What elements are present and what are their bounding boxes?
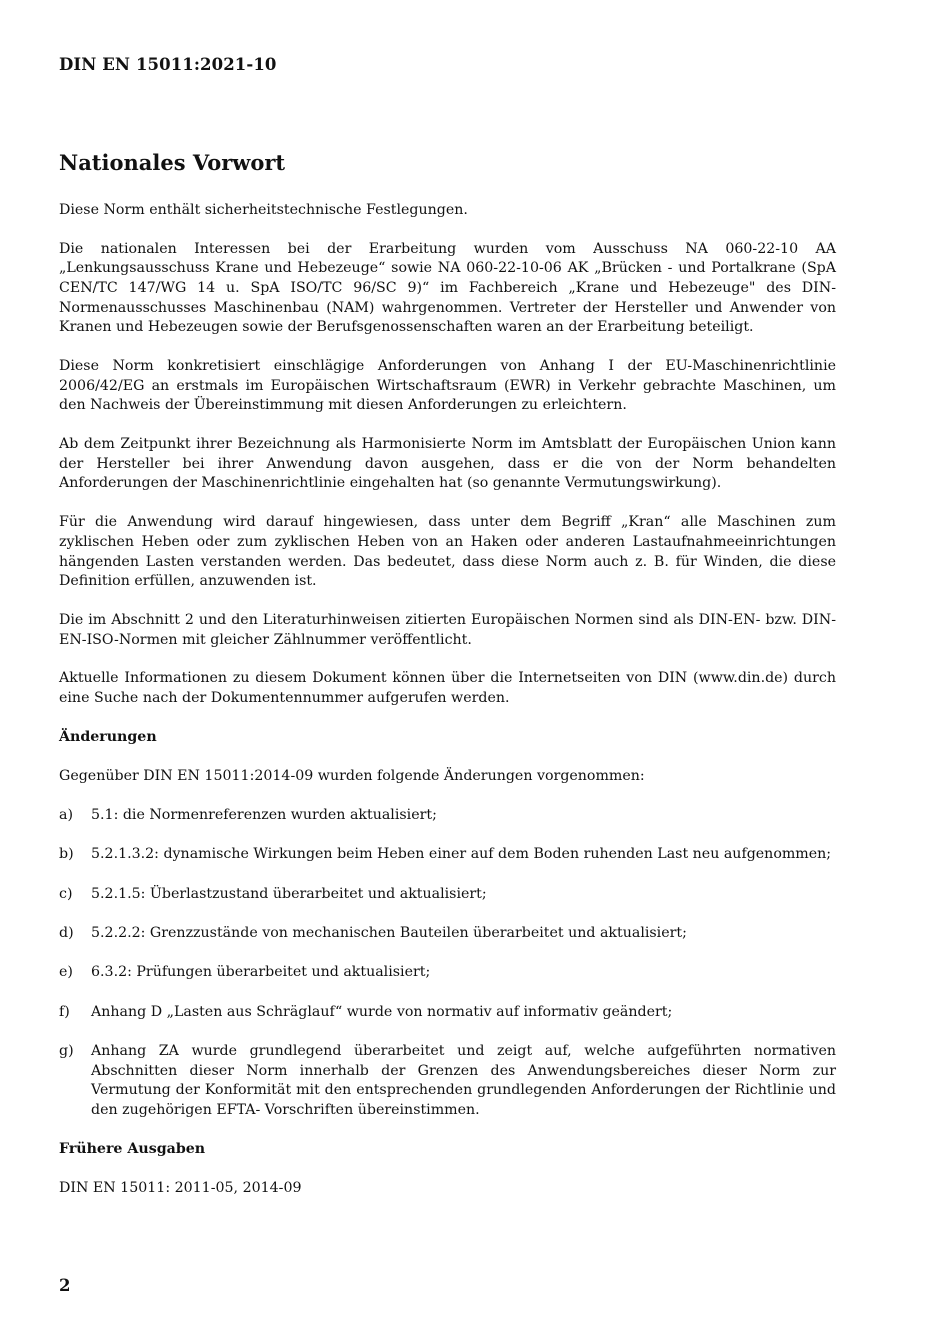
document-id-header: DIN EN 15011:2021-10 <box>59 55 277 74</box>
paragraph-harmonised-standard: Ab dem Zeitpunkt ihrer Bezeichnung als Harmonisierte Norm im Amtsblatt der Europäischen Union kann der Hersteller bei ihrer Anwendung davon ausgehen, dass er die von der Norm behandelten Anforderungen der Maschinenrichtlinie eingehalten hat (so genannte Vermutungswirkung). <box>59 436 836 492</box>
list-item-text: Anhang D „Lasten aus Schräglauf“ wurde von normativ auf informativ geändert; <box>91 1003 673 1020</box>
list-item-text: 5.2.1.5: Überlastzustand überarbeitet und aktualisiert; <box>91 885 487 902</box>
paragraph-crane-definition: Für die Anwendung wird darauf hingewiesen, dass unter dem Begriff „Kran“ alle Maschinen zum zyklischen Heben oder zum zyklischen Heben von an Haken oder anderen Lastaufnahmeeinrichtungen hängenden Lasten verstanden werden. Das bedeutet, dass diese Norm auch z. B. für Winden, die diese Definition erfüllen, anzuwenden ist. <box>59 514 836 590</box>
previous-editions-text: DIN EN 15011: 2011-05, 2014-09 <box>59 1180 302 1197</box>
changes-heading: Änderungen <box>59 728 157 745</box>
paragraph-european-standards: Die im Abschnitt 2 und den Literaturhinweisen zitierten Europäischen Normen sind als DIN-EN- bzw. DIN-EN-ISO-Normen mit gleicher Zählnummer veröffentlicht. <box>59 611 836 648</box>
list-item-text: Anhang ZA wurde grundlegend überarbeitet und zeigt auf, welche aufgeführten normativen Abschnitten dieser Norm innerhalb der Grenzen des Anwendungsbereiches dieser Norm zur Vermutung der Konformität mit den entsprechenden grundlegenden Anforderungen der Richtlinie und den zugehörigen EFTA- Vorschriften übereinstimmen. <box>91 1043 836 1118</box>
page-title: Nationales Vorwort <box>59 150 286 175</box>
paragraph-safety-notice: Diese Norm enthält sicherheitstechnische Festlegungen. <box>59 202 468 218</box>
document-body <box>59 201 836 1218</box>
list-item <box>59 963 836 983</box>
paragraph-machinery-directive: Diese Norm konkretisiert einschlägige Anforderungen von Anhang I der EU-Maschinenrichtlinie 2006/42/EG an erstmals im Europäischen Wirtschaftsraum (EWR) in Verkehr gebrachte Maschinen, um den Nachweis der Übereinstimmung mit diesen Anforderungen zu erleichtern. <box>59 358 836 414</box>
list-marker: b) <box>59 846 74 863</box>
previous-editions-heading: Frühere Ausgaben <box>59 1141 206 1158</box>
list-item <box>59 806 836 826</box>
list-item-text: 6.3.2: Prüfungen überarbeitet und aktualisiert; <box>91 964 431 981</box>
list-marker: c) <box>59 885 73 902</box>
list-marker: d) <box>59 924 74 941</box>
list-marker: a) <box>59 806 73 823</box>
list-item <box>59 885 836 905</box>
page-number: 2 <box>59 1276 71 1295</box>
list-item-text: 5.2.2.2: Grenzzustände von mechanischen Bauteilen überarbeitet und aktualisiert; <box>91 924 687 941</box>
list-item <box>59 924 836 944</box>
list-marker: e) <box>59 964 73 981</box>
list-item-text: 5.1: die Normenreferenzen wurden aktualisiert; <box>91 806 437 823</box>
list-item <box>59 845 836 865</box>
list-item <box>59 1003 836 1023</box>
list-item <box>59 1042 836 1120</box>
paragraph-national-interests: Die nationalen Interessen bei der Erarbeitung wurden vom Ausschuss NA 060-22-10 AA „Lenkungsausschuss Krane und Hebezeuge“ sowie NA 060-22-10-06 AK „Brücken - und Portalkrane (SpA CEN/TC 147/WG 14 u. SpA ISO/TC 96/SC 9)“ im Fachbereich „Krane und Hebezeuge" des DIN-Normenausschusses Maschinenbau (NAM) wahrgenommen. Vertreter der Hersteller und Anwender von Kranen und Hebezeugen sowie der Berufsgenossenschaften waren an der Erarbeitung beteiligt. <box>59 240 836 336</box>
list-marker: f) <box>59 1003 70 1020</box>
changes-list <box>59 806 836 1121</box>
changes-intro: Gegenüber DIN EN 15011:2014-09 wurden folgende Änderungen vorgenommen: <box>59 767 645 784</box>
list-item-text: 5.2.1.3.2: dynamische Wirkungen beim Heben einer auf dem Boden ruhenden Last neu aufgenommen; <box>91 846 832 863</box>
list-marker: g) <box>59 1043 74 1060</box>
paragraph-current-information: Aktuelle Informationen zu diesem Dokument können über die Internetseiten von DIN (www.din.de) durch eine Suche nach der Dokumentennummer aufgerufen werden. <box>59 670 836 707</box>
